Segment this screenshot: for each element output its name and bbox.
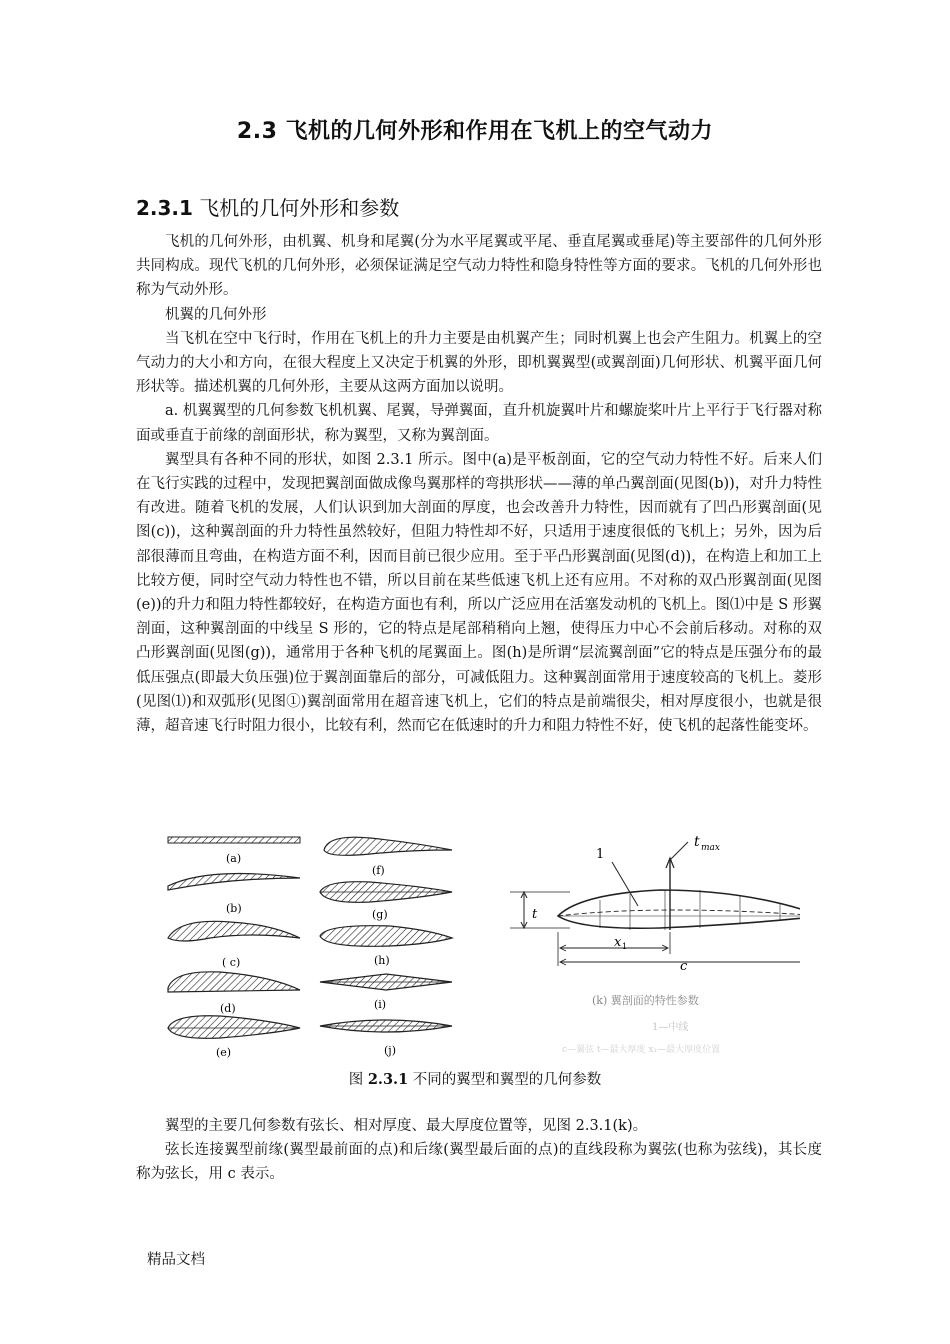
airfoil-d (168, 972, 300, 1015)
t-max-label: t (694, 834, 700, 850)
label-j: (j) (384, 1044, 396, 1057)
diagram-legend-faded-2: c—翼弦 t—最大厚度 x₁—最大厚度位置 (562, 1045, 721, 1055)
diagram-legend-faded: 1—中线 (652, 1022, 689, 1033)
label-a: (a) (226, 852, 242, 865)
page-title: 2.3 飞机的几何外形和作用在飞机上的空气动力 (236, 119, 714, 144)
caption-number: 2.3.1 (367, 1071, 409, 1088)
caption-prefix: 图 (348, 1072, 368, 1088)
label-e: (e) (216, 1046, 232, 1059)
section-heading (136, 192, 399, 221)
footer-note: 精品文档 (147, 1252, 205, 1268)
label-h: (h) (374, 954, 390, 967)
label-i: (i) (374, 998, 387, 1011)
paragraph: 机翼的几何外形 (165, 306, 267, 323)
airfoil-c (168, 921, 300, 969)
paragraph: a. 机翼翼型的几何参数飞机机翼、尾翼，导弹翼面，直升机旋翼叶片和螺旋桨叶片上平行于飞行器对称面或垂直于前缘的剖面形状，称为翼型，又称为翼剖面。 (136, 403, 822, 444)
airfoil-g (320, 882, 452, 921)
section-number: 2.3.1 (136, 196, 193, 220)
diagram-caption-faded: (k) 翼剖面的特性参数 (592, 994, 699, 1007)
thickness-label: t (532, 907, 538, 922)
chord-label: c (680, 959, 688, 974)
airfoil-e (168, 1016, 300, 1059)
paragraph: 飞机的几何外形，由机翼、机身和尾翼(分为水平尾翼或平尾、垂直尾翼或垂尾)等主要部件的几何外形共同构成。现代飞机的几何外形，必须保证满足空气动力特性和隐身特性等方面的要求。飞机的几何外形也称为气动外形。 (136, 234, 822, 299)
midline-marker: 1 (596, 847, 605, 862)
airfoil-j (320, 1020, 452, 1057)
body-text (136, 230, 822, 738)
airfoil-f (324, 837, 452, 877)
paragraph: 当飞机在空中飞行时，作用在飞机上的升力主要是由机翼产生；同时机翼上也会产生阻力。机翼上的空气动力的大小和方向，在很大程度上又决定于机翼的外形，即机翼翼型(或翼剖面)几何形状、机翼平面几何形状等。描述机翼的几何外形，主要从这两方面加以说明。 (136, 330, 822, 396)
airfoil-figure (160, 828, 800, 1068)
paragraph: 翼型的主要几何参数有弦长、相对厚度、最大厚度位置等，见图 2.3.1(k)。 (165, 1118, 648, 1134)
airfoil-i (320, 974, 452, 1011)
label-b: (b) (226, 902, 242, 915)
label-f: (f) (372, 864, 385, 877)
paragraph: 翼型具有各种不同的形状，如图 2.3.1 所示。图中(a)是平板剖面，它的空气动力特性不好。后来人们在飞行实践的过程中，发现把翼剖面做成像鸟翼那样的弯拱形状——薄的单凸翼剖面(见图(b))，对升力特性有改进。随着飞机的发展，人们认识到加大剖面的厚度，也会改善升力特性，因而就有了凹凸形翼剖面(见图(c))，这种翼剖面的升力特性虽然较好，但阻力特性却不好，只适用于速度很低的飞机上；另外，因为后部很薄而且弯曲，在构造方面不利，因而目前已很少应用。至于平凸形翼剖面(见图(d))，在构造上和加工上比较方便，同时空气动力特性也不错，所以目前在某些低速飞机上还有应用。不对称的双凸形翼剖面(见图(e))的升力和阻力特性都较好，在构造方面也有利，所以广泛应用在活塞发动机的飞机上。图⑴中是 S 形翼剖面，这种翼剖面的中线呈 S 形的，它的特点是尾部稍稍向上翘，使得压力中心不会前后移动。对称的双凸形翼剖面(见图(g))，通常用于各种飞机的尾翼面上。图(h)是所谓“层流翼剖面”它的特点是压强分布的最低压强点(即最大负压强)位于翼剖面靠后的部分，可减低阻力。这种翼剖面常用于速度较高的飞机上。菱形(见图⑴)和双弧形(见图①)翼剖面常用在超音速飞机上，它们的特点是前端很尖，相对厚度很小，也就是很薄，超音速飞行时阻力很小，比较有利，然而它在低速时的升力和阻力特性不好，使飞机的起落性能变坏。 (136, 451, 822, 735)
label-d: (d) (220, 1002, 236, 1015)
label-g: (g) (372, 908, 388, 921)
figure-caption (0, 1068, 950, 1089)
t-max-subscript: max (701, 843, 720, 853)
section-title: 飞机的几何外形和参数 (192, 196, 400, 220)
airfoil-h (320, 926, 452, 967)
x1-label: x (614, 935, 622, 950)
caption-text: 不同的翼型和翼型的几何参数 (408, 1072, 602, 1088)
x1-subscript: 1 (622, 942, 628, 951)
airfoil-a (168, 837, 300, 865)
airfoil-geometry-diagram (510, 842, 800, 966)
paragraph: 弦长连接翼型前缘(翼型最前面的点)和后缘(翼型最后面的点)的直线段称为翼弦(也称为弦线)，其长度称为弦长，用 c 表示。 (136, 1142, 822, 1183)
airfoil-b (168, 874, 300, 916)
body-text-2 (136, 1114, 822, 1187)
label-c: ( c) (222, 956, 241, 969)
